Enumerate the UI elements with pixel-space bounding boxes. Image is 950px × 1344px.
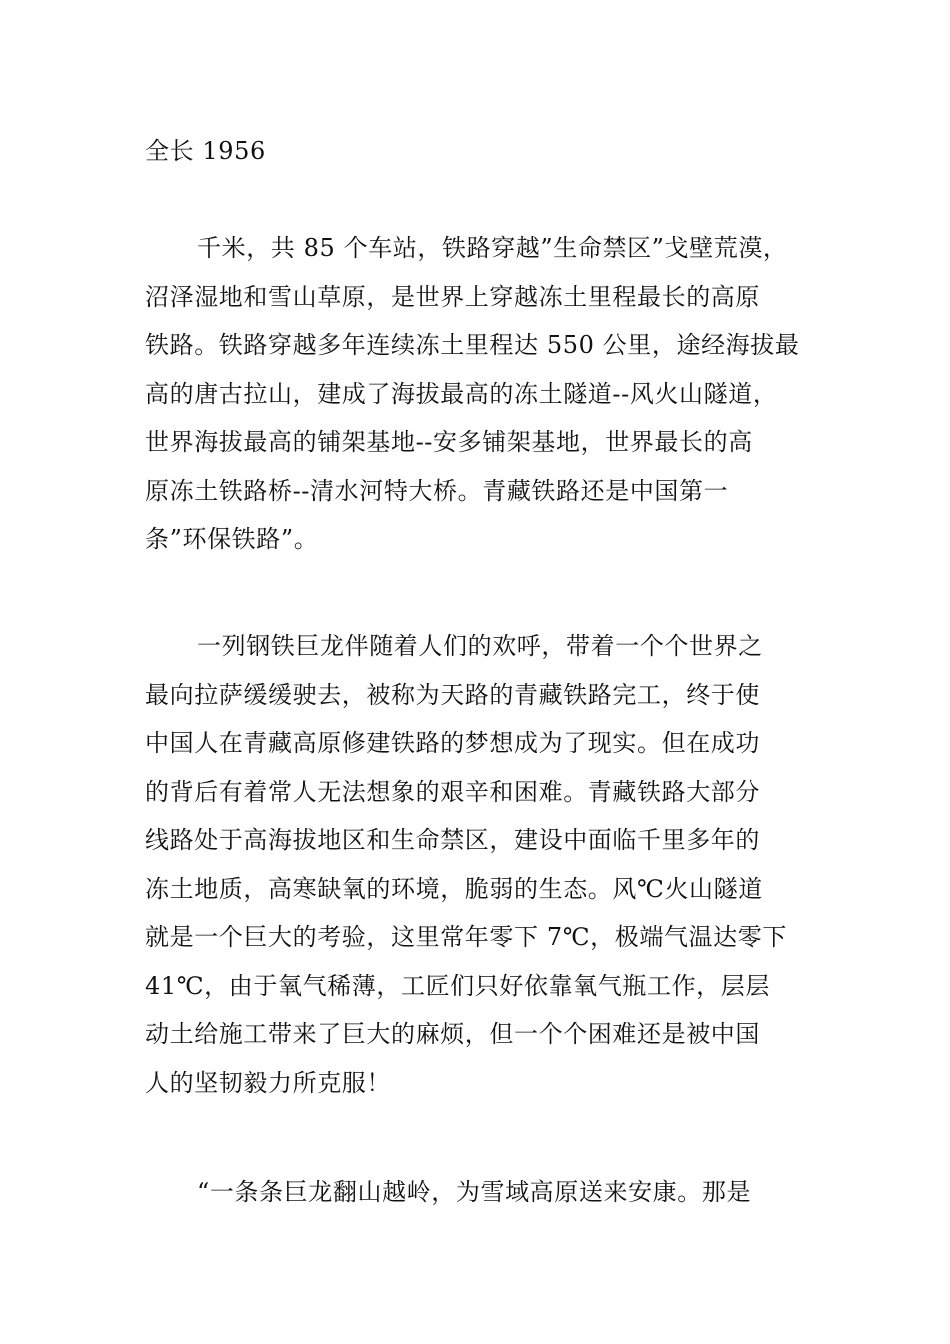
text-line: 的背后有着常人无法想象的艰辛和困难。青藏铁路大部分 [145, 777, 760, 806]
text-line: 高的唐古拉山，建成了海拔最高的冻土隧道--风火山隧道， [145, 379, 778, 408]
text-line: 线路处于高海拔地区和生命禁区，建设中面临千里多年的 [145, 826, 760, 854]
text-line: “一条条巨龙翻山越岭，为雪域高原送来安康。那是 [197, 1178, 752, 1206]
text-line: 中国人在青藏高原修建铁路的梦想成为了现实。但在成功 [145, 729, 760, 757]
paragraph-1 [145, 127, 815, 176]
text-line: 人的坚韧毅力所克服！ [145, 1068, 391, 1097]
text-line: 条”环保铁路”。 [145, 525, 319, 553]
paragraph-2 [145, 224, 815, 564]
text-line: 全长 1956 [145, 137, 266, 165]
text-line: 千米，共 85 个车站，铁路穿越”生命禁区”戈壁荒漠， [197, 234, 788, 262]
text-line: 冻土地质，高寒缺氧的环境，脆弱的生态。风℃火山隧道 [145, 874, 763, 903]
text-line: 一列钢铁巨龙伴随着人们的欢呼，带着一个个世界之 [197, 632, 763, 660]
text-line: 世界海拔最高的铺架基地--安多铺架基地，世界最长的高 [145, 428, 753, 456]
paragraph-4 [145, 1168, 815, 1217]
text-line: 动土给施工带来了巨大的麻烦，但一个个困难还是被中国 [145, 1020, 760, 1048]
text-line: 铁路。铁路穿越多年连续冻土里程达 550 公里，途经海拔最 [145, 331, 800, 359]
paragraph-3 [145, 622, 815, 1107]
text-line: 原冻土铁路桥--清水河特大桥。青藏铁路还是中国第一 [145, 476, 729, 505]
text-line: 最向拉萨缓缓驶去，被称为天路的青藏铁路完工，终于使 [145, 680, 760, 709]
text-line: 沼泽湿地和雪山草原，是世界上穿越冻土里程最长的高原 [145, 282, 760, 311]
text-line: 就是一个巨大的考验，这里常年零下 7℃，极端气温达零下 [145, 923, 787, 951]
text-line: 41℃，由于氧气稀薄，工匠们只好依靠氧气瓶工作，层层 [145, 971, 770, 1000]
